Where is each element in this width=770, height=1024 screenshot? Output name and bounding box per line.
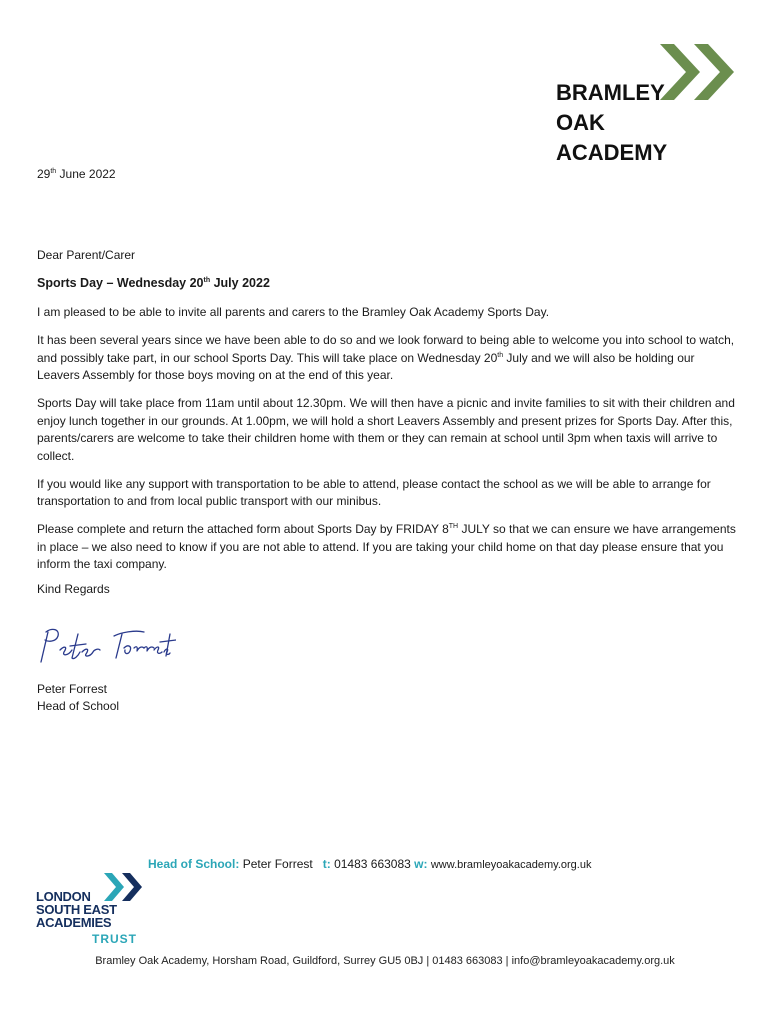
phone-label: t: xyxy=(322,857,331,871)
handwritten-signature xyxy=(36,624,176,668)
phone-number: 01483 663083 xyxy=(334,857,411,871)
footer-contact xyxy=(148,857,591,871)
paragraph-welcome: It has been several years since we have been able to do so and we look forward to being able to welcome you into school to watch, and possibly take part, in our school Sports Day. This will take place on Wednesday 20th July and we will also be holding our Leavers Assembly for those boys moving on at the end of this year. xyxy=(37,333,735,382)
letter-body xyxy=(37,304,737,584)
paragraph-invite: I am pleased to be able to invite all parents and carers to the Bramley Oak Academy Sports Day. xyxy=(37,305,550,319)
double-chevron-right-icon xyxy=(660,40,736,104)
school-logo-text xyxy=(556,78,667,168)
signoff xyxy=(37,681,119,715)
web-label: w: xyxy=(414,857,428,871)
trust-word: TRUST xyxy=(92,932,137,946)
head-name: Peter Forrest xyxy=(242,857,313,871)
head-label: Head of School: xyxy=(148,857,240,871)
trust-logo-text xyxy=(36,890,117,929)
paragraph-schedule: Sports Day will take place from 11am until about 12.30pm. We will then have a picnic and invite families to sit with their children and enjoy lunch together in our grounds. At 1.00pm, we will hold a short Leavers Assembly and present prizes for Sports Day. After this, parents/carers are welcome to take their children home with them or they can remain at school until 3pm when taxis will arrive to collect. xyxy=(37,396,735,463)
trust-line-3: ACADEMIES xyxy=(36,915,112,930)
logo-line-1: BRAMLEY xyxy=(556,80,665,105)
website-link[interactable]: www.bramleyoakacademy.org.uk xyxy=(430,859,592,871)
letter-heading: Sports Day – Wednesday 20th July 2022 xyxy=(37,276,270,290)
logo-line-2: OAK xyxy=(556,110,605,135)
paragraph-transport: If you would like any support with transportation to be able to attend, please contact the school as we will be able to arrange for transportation to and from local public transport with our minibus. xyxy=(37,476,711,508)
trust-logo xyxy=(36,872,156,947)
trust-line-1: LONDON xyxy=(36,889,91,904)
signoff-name: Peter Forrest xyxy=(37,682,108,696)
logo-line-3: ACADEMY xyxy=(556,140,668,165)
trust-line-2: SOUTH EAST xyxy=(36,902,117,917)
closing: Kind Regards xyxy=(37,582,110,596)
signoff-title: Head of School xyxy=(37,699,120,713)
paragraph-form: Please complete and return the attached form about Sports Day by FRIDAY 8TH JULY so that we can ensure we have arrangements in place – we also need to know if you are not able to attend. If you are taking your child home on that day please ensure that you inform the taxi company. xyxy=(37,522,736,571)
letter-date: 29th June 2022 xyxy=(37,167,116,181)
salutation: Dear Parent/Carer xyxy=(37,248,136,262)
footer-address: Bramley Oak Academy, Horsham Road, Guildford, Surrey GU5 0BJ | 01483 663083 | info@bramleyoakacademy.org.uk xyxy=(95,955,675,967)
